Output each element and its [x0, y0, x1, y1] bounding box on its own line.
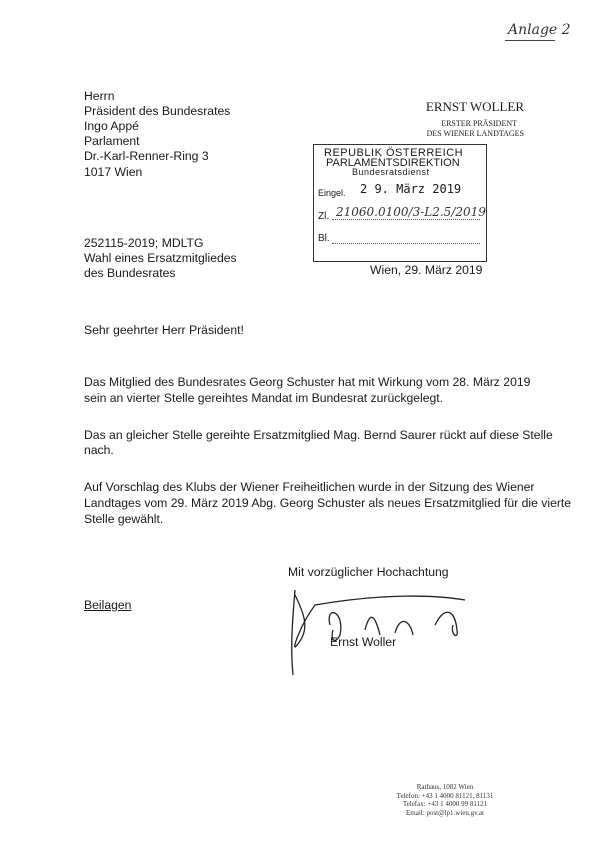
stamp-label: Bl. — [318, 233, 330, 244]
dotted-line — [332, 219, 480, 220]
recipient-line: 1017 Wien — [84, 165, 143, 179]
enclosures-label: Beilagen — [84, 598, 132, 612]
recipient-line: Dr.-Karl-Renner-Ring 3 — [84, 149, 209, 163]
paragraph-line: Landtages vom 29. März 2019 Abg. Georg Schuster als neues Ersatzmitglied für die vierte — [84, 496, 572, 510]
paragraph-line: nach. — [84, 443, 114, 457]
footer-address: Rathaus, 1082 Wien — [416, 783, 474, 791]
signatory-name: Ernst Woller — [330, 635, 397, 649]
stamp-line: Bundesratsdienst — [352, 167, 430, 177]
sender-title: ERSTER PRÄSIDENT — [441, 119, 517, 128]
recipient-line: Präsident des Bundesrates — [84, 104, 231, 118]
subject-line: Wahl eines Ersatzmitgliedes — [84, 251, 237, 265]
dotted-line — [332, 243, 480, 244]
paragraph-line: Auf Vorschlag des Klubs der Wiener Freiheitlichen wurde in der Sitzung des Wiener — [84, 480, 535, 494]
stamp-date: 2 9. März 2019 — [360, 182, 462, 196]
sender-name: ERNST WOLLER — [425, 99, 524, 114]
recipient-line: Parlament — [84, 134, 140, 148]
paragraph-line: Das an gleicher Stelle gereihte Ersatzmitglied Mag. Bernd Saurer rückt auf diese Stelle — [84, 428, 553, 442]
closing: Mit vorzüglicher Hochachtung — [288, 565, 449, 579]
footer-fax: Telefax: +43 1 4000 99 81121 — [402, 800, 488, 808]
stamp-line: PARLAMENTSDIREKTION — [326, 157, 460, 169]
stamp-line: REPUBLIK ÖSTERREICH — [324, 147, 464, 159]
sender-title: DES WIENER LANDTAGES — [426, 129, 524, 138]
annotation-underline — [505, 40, 555, 41]
annotation-handwritten: Anlage 2 — [508, 22, 571, 38]
footer-contact — [380, 783, 510, 817]
paragraph-line: Stelle gewählt. — [84, 512, 164, 526]
stamp-label: Eingel. — [318, 188, 346, 198]
letter-date: Wien, 29. März 2019 — [370, 263, 483, 277]
receipt-stamp — [313, 144, 487, 262]
stamp-label: Zl. — [318, 211, 330, 222]
paragraph-line: sein an vierter Stelle gereihtes Mandat im Bundesrat zurückgelegt. — [84, 391, 444, 405]
recipient-line: Herrn — [84, 89, 115, 103]
subject-line: des Bundesrates — [84, 266, 176, 280]
paragraph-line: Das Mitglied des Bundesrates Georg Schuster hat mit Wirkung vom 28. März 2019 — [84, 375, 531, 389]
salutation: Sehr geehrter Herr Präsident! — [84, 323, 244, 337]
reference-number: 252115-2019; MDLTG — [84, 236, 204, 250]
footer-phone: Telefon: +43 1 4000 81121, 81131 — [396, 791, 494, 800]
stamp-reference-number: 21060.0100/3-L2.5/2019 — [336, 205, 486, 219]
footer-email: Email: post@lp1.wien.gv.at — [406, 808, 484, 817]
recipient-line: Ingo Appé — [84, 119, 139, 133]
